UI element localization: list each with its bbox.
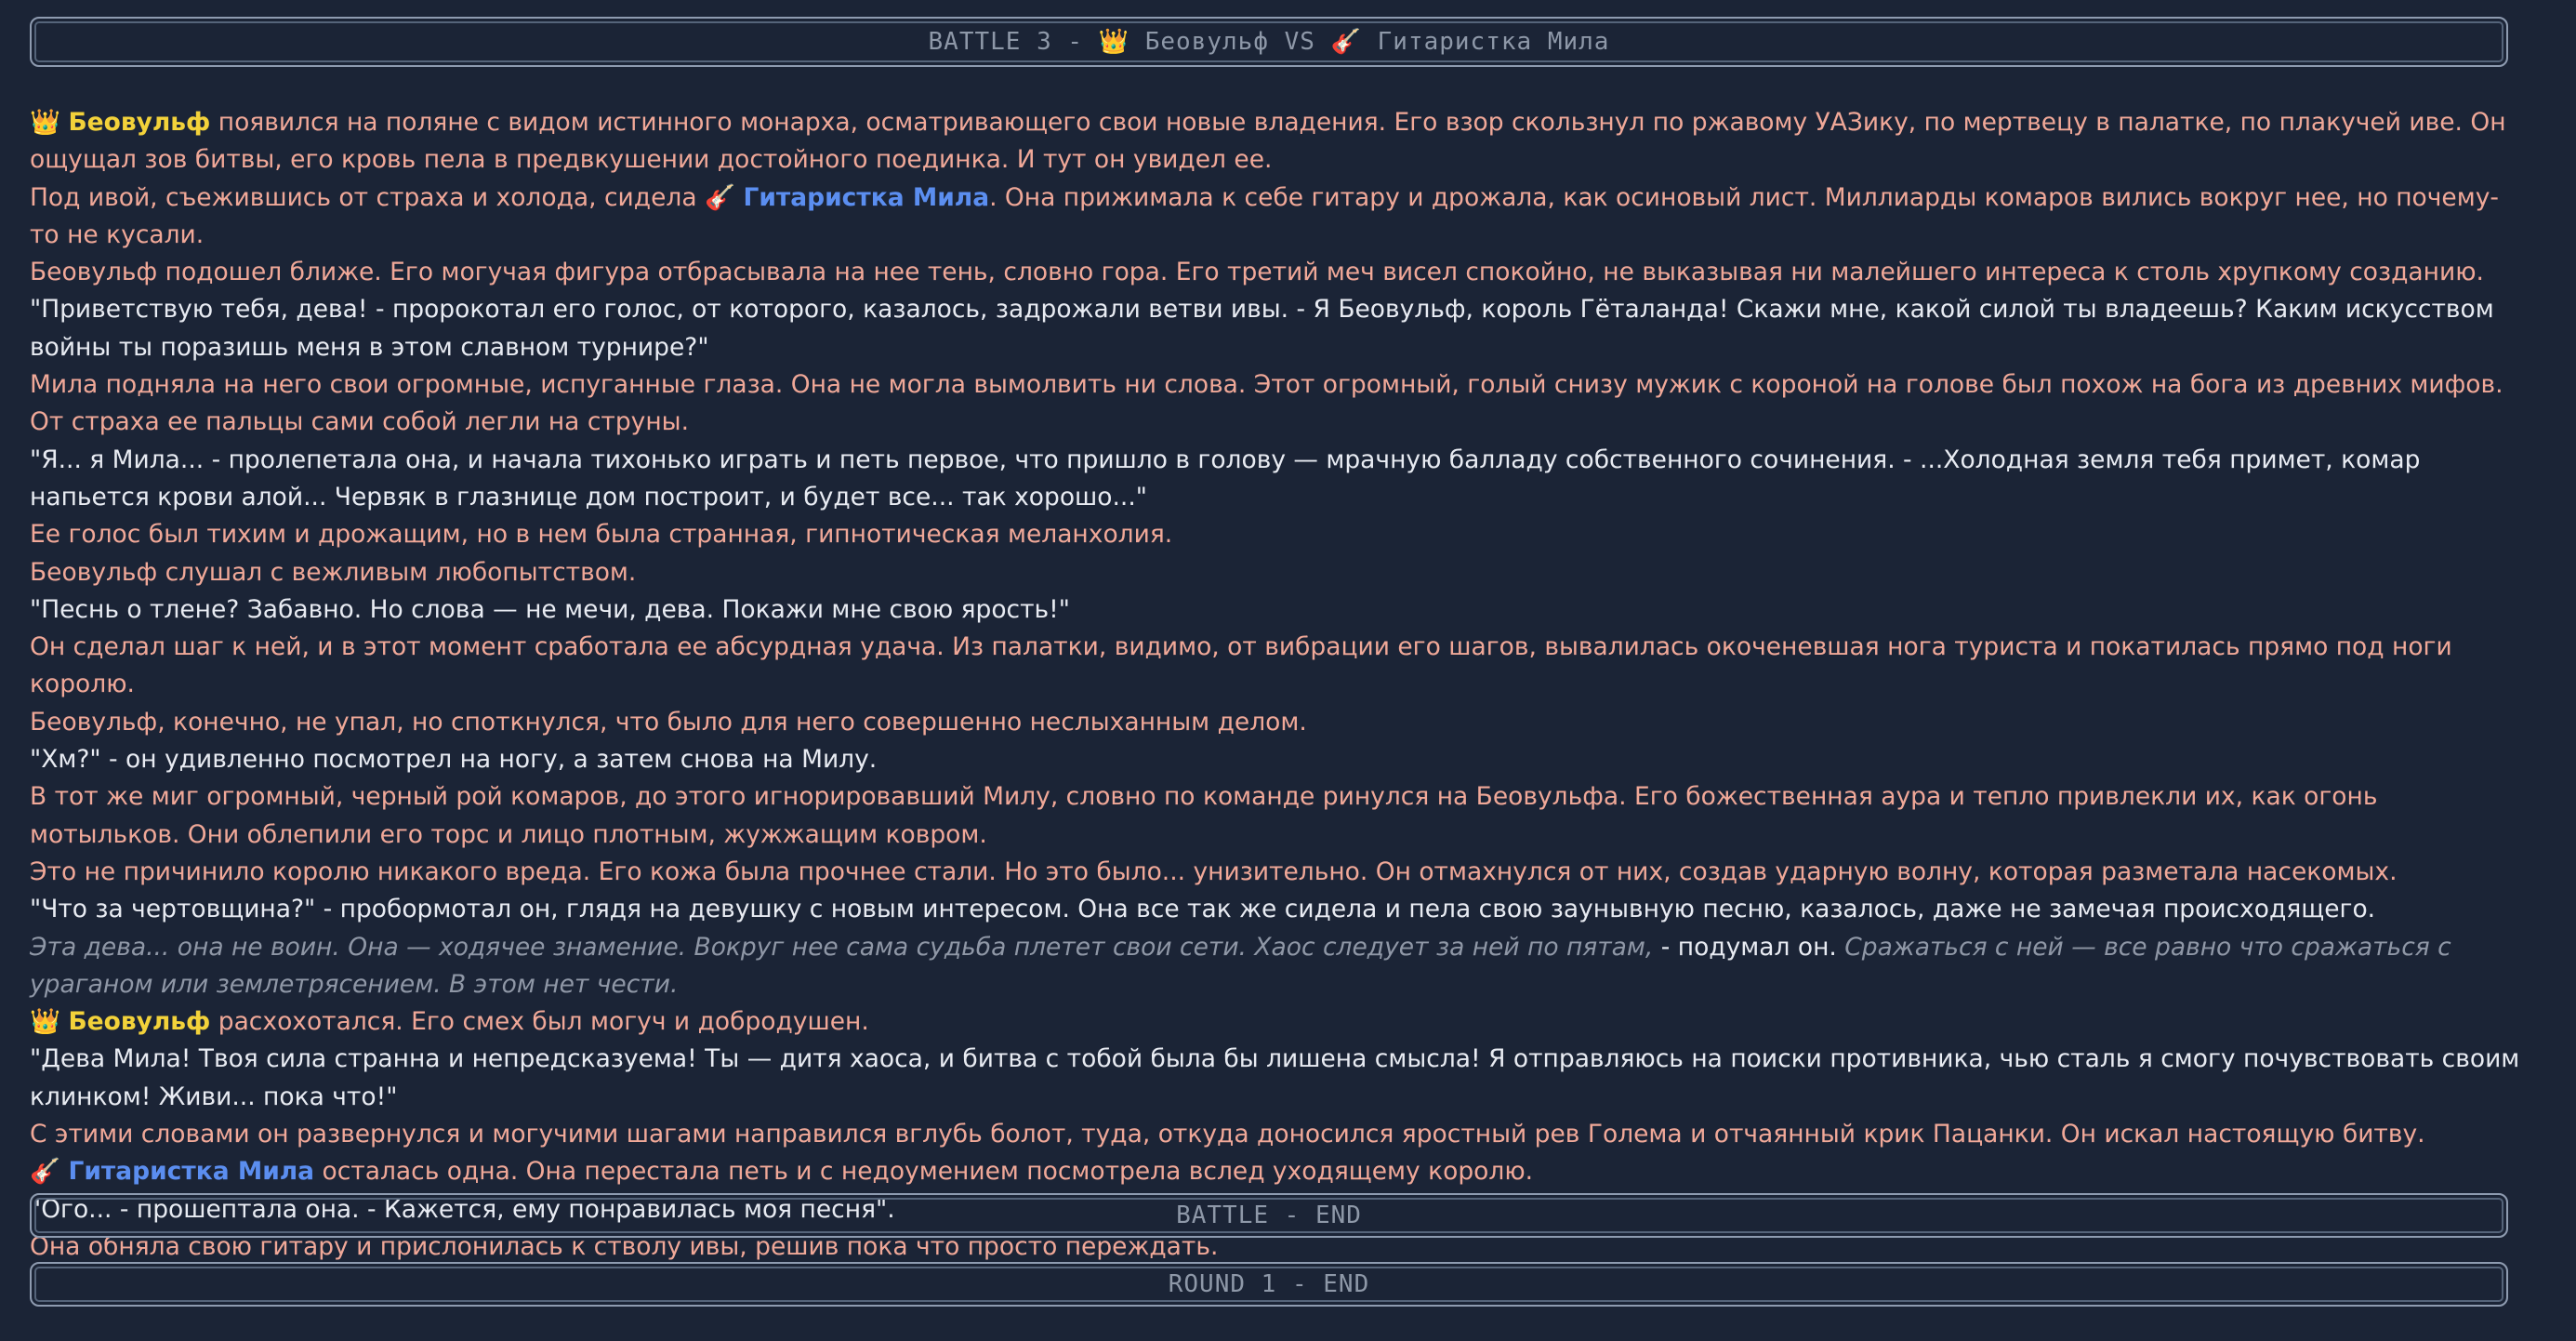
story-paragraph-15: "Что за чертовщина?" - пробормотал он, глядя на девушку с новым интересом. Она все так же сидела и пела свою заунывную песню, казалось, даже не замечая происходящего. <box>30 895 2376 924</box>
story-paragraph-14: Это не причинило королю никакого вреда. Его кожа была прочнее стали. Но это было... унизительно. Он отмахнулся от них, создав ударную волну, которая разметала насекомых. <box>30 856 2398 886</box>
guitar-icon: 🎸 <box>1330 28 1362 56</box>
story-paragraph-3: Беовульф подошел ближе. Его могучая фигура отбрасывала на нее тень, словно гора. Его третий меч висел спокойно, не выказывая ни малейшего интереса к столь хрупкому созданию. <box>30 258 2484 287</box>
story-paragraph-21: "Ого... - прошептала она. - Кажется, ему понравилась моя песня". <box>30 1194 895 1224</box>
story-paragraph-5: Мила подняла на него свои огромные, испуганные глаза. Она не могла вымолвить ни слова. Этот огромный, голый снизу мужик с короной на голове был похож на бога из древних мифов. От страха ее пальцы сами собой легли на струны. <box>30 370 2503 437</box>
story-paragraph-16 <box>30 929 2521 1004</box>
story-text: Под ивой, съежившись от страха и холода, сидела <box>30 182 706 212</box>
story-paragraph-22: Она обняла свою гитару и прислонилась к стволу ивы, решив пока что просто переждать. <box>30 1231 1219 1261</box>
fighter1-name: Беовульф <box>1144 28 1269 56</box>
story-paragraph-17 <box>30 1003 2521 1041</box>
story-paragraph-10: Он сделал шаг к ней, и в этот момент сработала ее абсурдная удача. Из палатки, видимо, от вибрации его шагов, вывалилась окоченевшая нога туриста и покатилась прямо под ноги королю. <box>30 632 2452 699</box>
vs-label: VS <box>1284 28 1315 56</box>
story-paragraph-18: "Дева Мила! Твоя сила странна и непредсказуема! Ты — дитя хаоса, и битва с тобой была бы лишена смысла! Я отправляюсь на поиски противника, чью сталь я смогу почувствовать своим клинком! Живи... пока что!" <box>30 1044 2520 1111</box>
battle-story <box>30 104 2521 1266</box>
story-paragraph-1 <box>30 104 2521 179</box>
mila-name: Гитаристка Мила <box>743 182 990 212</box>
guitar-icon: 🎸 <box>30 1157 60 1187</box>
fighter2-name: Гитаристка Мила <box>1377 28 1610 56</box>
mila-name: Гитаристка Мила <box>68 1157 315 1187</box>
story-text: - подумал он. <box>1653 932 1845 962</box>
battle-header-banner <box>30 17 2508 67</box>
story-paragraph-20 <box>30 1153 2521 1190</box>
round-end-banner: ROUND 1 - END <box>30 1262 2508 1307</box>
story-paragraph-12: "Хм?" - он удивленно посмотрел на ногу, а затем снова на Милу. <box>30 745 878 775</box>
story-text: появился на поляне с видом истинного монарха, осматривающего свои новые владения. Его взор скользнул по ржавому УАЗику, по мертвецу в палатке, по плакучей иве. Он ощущал зов битвы, его кровь пела в предвкушении достойного поединка. И тут он увидел ее. <box>30 108 2506 175</box>
crown-icon: 👑 <box>1098 28 1130 56</box>
beowulf-name: Беовульф <box>68 1007 211 1037</box>
story-paragraph-8: Беовульф слушал с вежливым любопытством. <box>30 557 637 587</box>
story-paragraph-2 <box>30 179 2521 255</box>
story-text: расхохотался. Его смех был могуч и добродушен. <box>210 1007 869 1037</box>
story-paragraph-4: "Приветствую тебя, дева! - пророкотал его голос, от которого, казалось, задрожали ветви ивы. - Я Беовульф, король Гёталанда! Скажи мне, какой силой ты владеешь? Каким искусством войны ты поразишь меня в этом славном турнире?" <box>30 295 2494 362</box>
story-text: осталась одна. Она перестала петь и с недоумением посмотрела вслед уходящему королю. <box>314 1157 1534 1187</box>
story-paragraph-6: "Я... я Мила... - пролепетала она, и начала тихонько играть и петь первое, что пришло в голову — мрачную балладу собственного сочинения. - ...Холодная земля тебя примет, комар напьется крови алой... Червяк в глазнице дом построит, и будет все... так хорошо..." <box>30 445 2421 511</box>
story-paragraph-9: "Песнь о тлене? Забавно. Но слова — не мечи, дева. Покажи мне свою ярость!" <box>30 594 1070 624</box>
story-paragraph-13: В тот же миг огромный, черный рой комаров, до этого игнорировавший Милу, словно по команде ринулся на Беовульфа. Его божественная аура и тепло привлекли их, как огонь мотыльков. Они облепили его торс и лицо плотным, жужжащим ковром. <box>30 782 2378 849</box>
crown-icon: 👑 <box>30 1007 60 1037</box>
inner-thought: Эта дева... она не воин. Она — ходячее знамение. Вокруг нее сама судьба плетет свои сети. Хаос следует за ней по пятам, <box>30 932 1654 962</box>
battle-end-banner: BATTLE - END <box>30 1193 2508 1238</box>
story-text: . Она прижимала к себе гитару и дрожала, как осиновый лист. Миллиарды комаров вились вокруг нее, но почему-то не кусали. <box>30 182 2499 249</box>
story-paragraph-19: С этими словами он развернулся и могучими шагами направился вглубь болот, туда, откуда доносился яростный рев Голема и отчаянный крик Пацанки. Он искал настоящую битву. <box>30 1120 2425 1149</box>
crown-icon: 👑 <box>30 108 60 137</box>
beowulf-name: Беовульф <box>68 108 211 137</box>
guitar-icon: 🎸 <box>705 182 736 212</box>
story-paragraph-11: Беовульф, конечно, не упал, но споткнулся, что было для него совершенно неслыханным делом. <box>30 707 1307 737</box>
battle-number: BATTLE 3 - <box>928 28 1099 56</box>
story-paragraph-7: Ее голос был тихим и дрожащим, но в нем была странная, гипнотическая меланхолия. <box>30 520 1173 550</box>
inner-thought: Сражаться с ней — все равно что сражаться с ураганом или землетрясением. В этом нет чести. <box>30 932 2451 999</box>
